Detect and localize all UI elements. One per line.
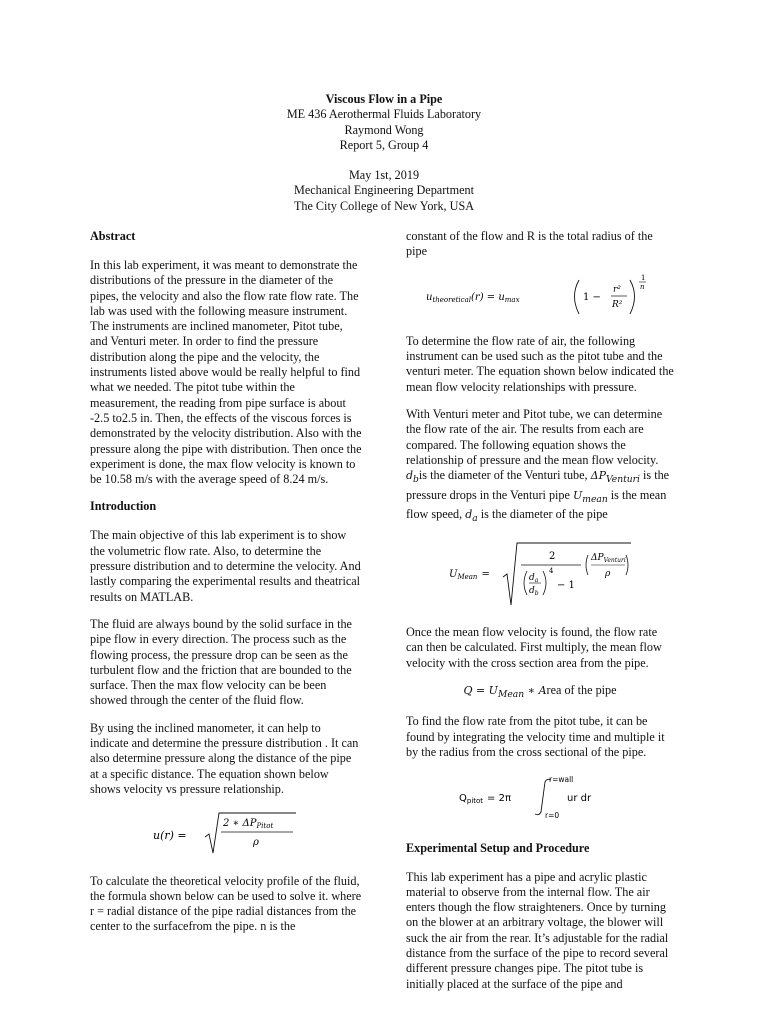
- eq5-eq: = 2π: [487, 793, 511, 805]
- p3-part-c: is the pressure drops in the Venturi pipe: [406, 468, 670, 502]
- eq2-lhs-sub: theoretical: [432, 295, 472, 304]
- p3-umean-sub: mean: [582, 493, 608, 505]
- eq2-frac-num: r²: [613, 284, 621, 295]
- equation-mean-velocity: [406, 539, 674, 613]
- svg-text:UMean=: [449, 569, 490, 581]
- eq5-lhs-sub: pitot: [466, 797, 484, 806]
- eq2-frac-den: R²: [612, 299, 623, 310]
- eq3-eq: =: [481, 568, 490, 580]
- eq3-lhs-sub: Mean: [457, 572, 478, 581]
- intro-paragraph-2: The fluid are always bound by the solid surface in the pipe flow in every direction. The process such as the flowing process, the pressure drop can be seen as the turbulent flow and the friction that are bounded to the surface. Then the max flow velocity can be been showed through the center of the fluid flow.: [90, 616, 352, 708]
- eq3-lhs: U: [449, 568, 458, 580]
- equation-flow-rate: [406, 683, 674, 702]
- eq2-lhs-arg: (r) = u: [471, 291, 505, 303]
- p3-da: d: [465, 508, 473, 522]
- eq2-inner: 1 −: [583, 291, 601, 303]
- svg-text:db: [529, 586, 539, 597]
- right-column: [406, 229, 674, 1004]
- eq4-rest: ∗ A: [527, 683, 547, 697]
- p3-db: d: [406, 469, 414, 483]
- p3-part-b: is the diameter of the Venturi tube,: [418, 468, 588, 483]
- equation-pitot-velocity: [90, 809, 362, 861]
- p3-da-sub: a: [472, 513, 478, 525]
- report-date: May 1st, 2019: [348, 168, 420, 183]
- introduction-heading: Introduction: [90, 499, 157, 514]
- eq4-text: rea of the pipe: [546, 682, 617, 697]
- eq3-den-a: d: [529, 572, 535, 583]
- svg-text:utheoretical(r) = umax: [426, 292, 520, 304]
- right-paragraph-4: Once the mean flow velocity is found, the flow rate can then be calculated. First multiply, the mean flow velocity with the cross section area from the pipe.: [406, 625, 662, 670]
- p3-part-a: With Venturi meter and Pitot tube, we can determine the flow rate of the air. The results from each are compared. The following equation shows the relationship of pressure and the mean flow velocity.: [406, 407, 663, 467]
- paper-title: Viscous Flow in a Pipe: [325, 92, 443, 106]
- right-paragraph-5: To find the flow rate from the pitot tube, it can be found by integrating the velocity time and multiple it by the radius from the cross sectional of the pipe.: [406, 714, 665, 759]
- abstract-paragraph: In this lab experiment, it was meant to demonstrate the distributions of the pressure in the diameter of the pipes, the velocity and also the flow rate flow rate. The lab was used with the following measure instrument. The instruments are inclined manometer, Pitot tube, and Venturi meter. In order to find the pressure distribution along the pipe and the velocity, the instruments listed above would be really helpful to find what we needed. The pitot tube within the measurement, the reading from pipe surface is about -2.5 to2.5 in. Then, the effects of the viscous forces is demonstrated by the velocity distribution. Also with the pressure along the pipe with distribution. Then once the experiment is done, the max flow velocity is known to be 10.58 m/s with the average speed of 8.24 m/s.: [90, 258, 362, 487]
- setup-paragraph-1: This lab experiment has a pipe and acrylic plastic material to observe from the internal flow. The air enters though the flow straighteners. Once by turning on the blower at an arbitrary voltage, the blower will suck the air from the rear. It’s adjustable for the radial distance from the surface of the pipe to record several different pressure changes pipe. The pitot tube is initially placed at the surface of the pipe and: [406, 869, 669, 991]
- eq3-frac2-num-sub: Venturi: [603, 556, 626, 564]
- eq3-den-b-sub: b: [534, 589, 539, 597]
- document-header: [0, 92, 768, 214]
- p3-umean: U: [572, 488, 583, 502]
- p3-dp: ΔP: [590, 469, 606, 483]
- eq2-exp-den: n: [640, 282, 645, 291]
- p3-db-sub: b: [413, 474, 419, 486]
- left-column: [90, 229, 362, 947]
- eq2-lhs-u: u: [426, 291, 433, 303]
- eq1-denominator: ρ: [253, 837, 259, 849]
- eq4-sub: Mean: [497, 689, 525, 701]
- institution-name: The City College of New York, USA: [293, 198, 475, 213]
- eq5-lhs: Q: [459, 793, 467, 805]
- eq2-exp-num: 1: [641, 273, 646, 282]
- intro-paragraph-1: The main objective of this lab experiment is to show the volumetric flow rate. Also, to determine the pressure distribution and to determine the velocity. And lastly comparing the experimental results and theatrical results on MATLAB.: [90, 528, 361, 604]
- author-name: Raymond Wong: [344, 122, 424, 137]
- eq2-max-sub: max: [504, 295, 520, 304]
- eq4-q: Q = U: [463, 683, 498, 697]
- setup-heading: Experimental Setup and Procedure: [406, 840, 590, 855]
- p3-part-e: is the diameter of the pipe: [480, 507, 608, 522]
- eq5-upper: r=wall: [549, 775, 574, 785]
- intro-paragraph-3: By using the inclined manometer, it can help to indicate and determine the pressure distribution . It can also determine pressure along the distance of the pipe at a specific distance. The equation shown below shows velocity vs pressure relationship.: [90, 720, 359, 796]
- eq3-num: 2: [549, 550, 556, 562]
- right-paragraph-3: [406, 407, 674, 527]
- eq1-lhs: u(r) =: [153, 829, 187, 843]
- eq3-den-b: d: [529, 585, 535, 596]
- p3-dp-sub: Venturi: [606, 474, 640, 486]
- course-name: ME 436 Aerothermal Fluids Laboratory: [286, 107, 482, 122]
- eq1-numerator: 2 ∗ ΔP: [223, 818, 257, 830]
- report-number: Report 5, Group 4: [339, 137, 429, 152]
- equation-theoretical-velocity: [406, 272, 674, 322]
- eq3-frac2-num: ΔP: [591, 552, 604, 563]
- svg-text:da: [529, 573, 539, 584]
- intro-paragraph-4: To calculate the theoretical velocity profile of the fluid, the formula shown below can be used to solve it. where r = radial distance of the pipe radial distances from the center to the surfacefrom the pipe. n is the: [90, 873, 362, 934]
- svg-text:ΔPVenturi: [590, 553, 626, 564]
- eq5-lower: r=0: [545, 811, 560, 821]
- p3-part-d: is the mean flow speed,: [406, 487, 667, 522]
- eq3-den-a-sub: a: [534, 576, 539, 584]
- eq3-frac2-den: ρ: [605, 568, 611, 579]
- right-paragraph-1: constant of the flow and R is the total radius of the pipe: [406, 229, 653, 259]
- eq5-integrand: ur dr: [567, 793, 592, 805]
- abstract-heading: Abstract: [90, 229, 136, 243]
- svg-text:Qpitot= 2π: [459, 793, 511, 805]
- svg-text:2 ∗ ΔPPitot: [222, 818, 273, 830]
- eq3-minus: − 1: [557, 579, 575, 591]
- department-name: Mechanical Engineering Department: [293, 183, 475, 198]
- eq1-num-sub: Pitot: [256, 822, 274, 831]
- eq3-pow: 4: [549, 566, 554, 575]
- right-paragraph-2: To determine the flow rate of air, the following instrument can be used such as the pitot tube and the venturi meter. The equation shown below indicated the mean flow velocity relationships with pressure.: [406, 333, 674, 394]
- equation-pitot-flow: [406, 774, 674, 824]
